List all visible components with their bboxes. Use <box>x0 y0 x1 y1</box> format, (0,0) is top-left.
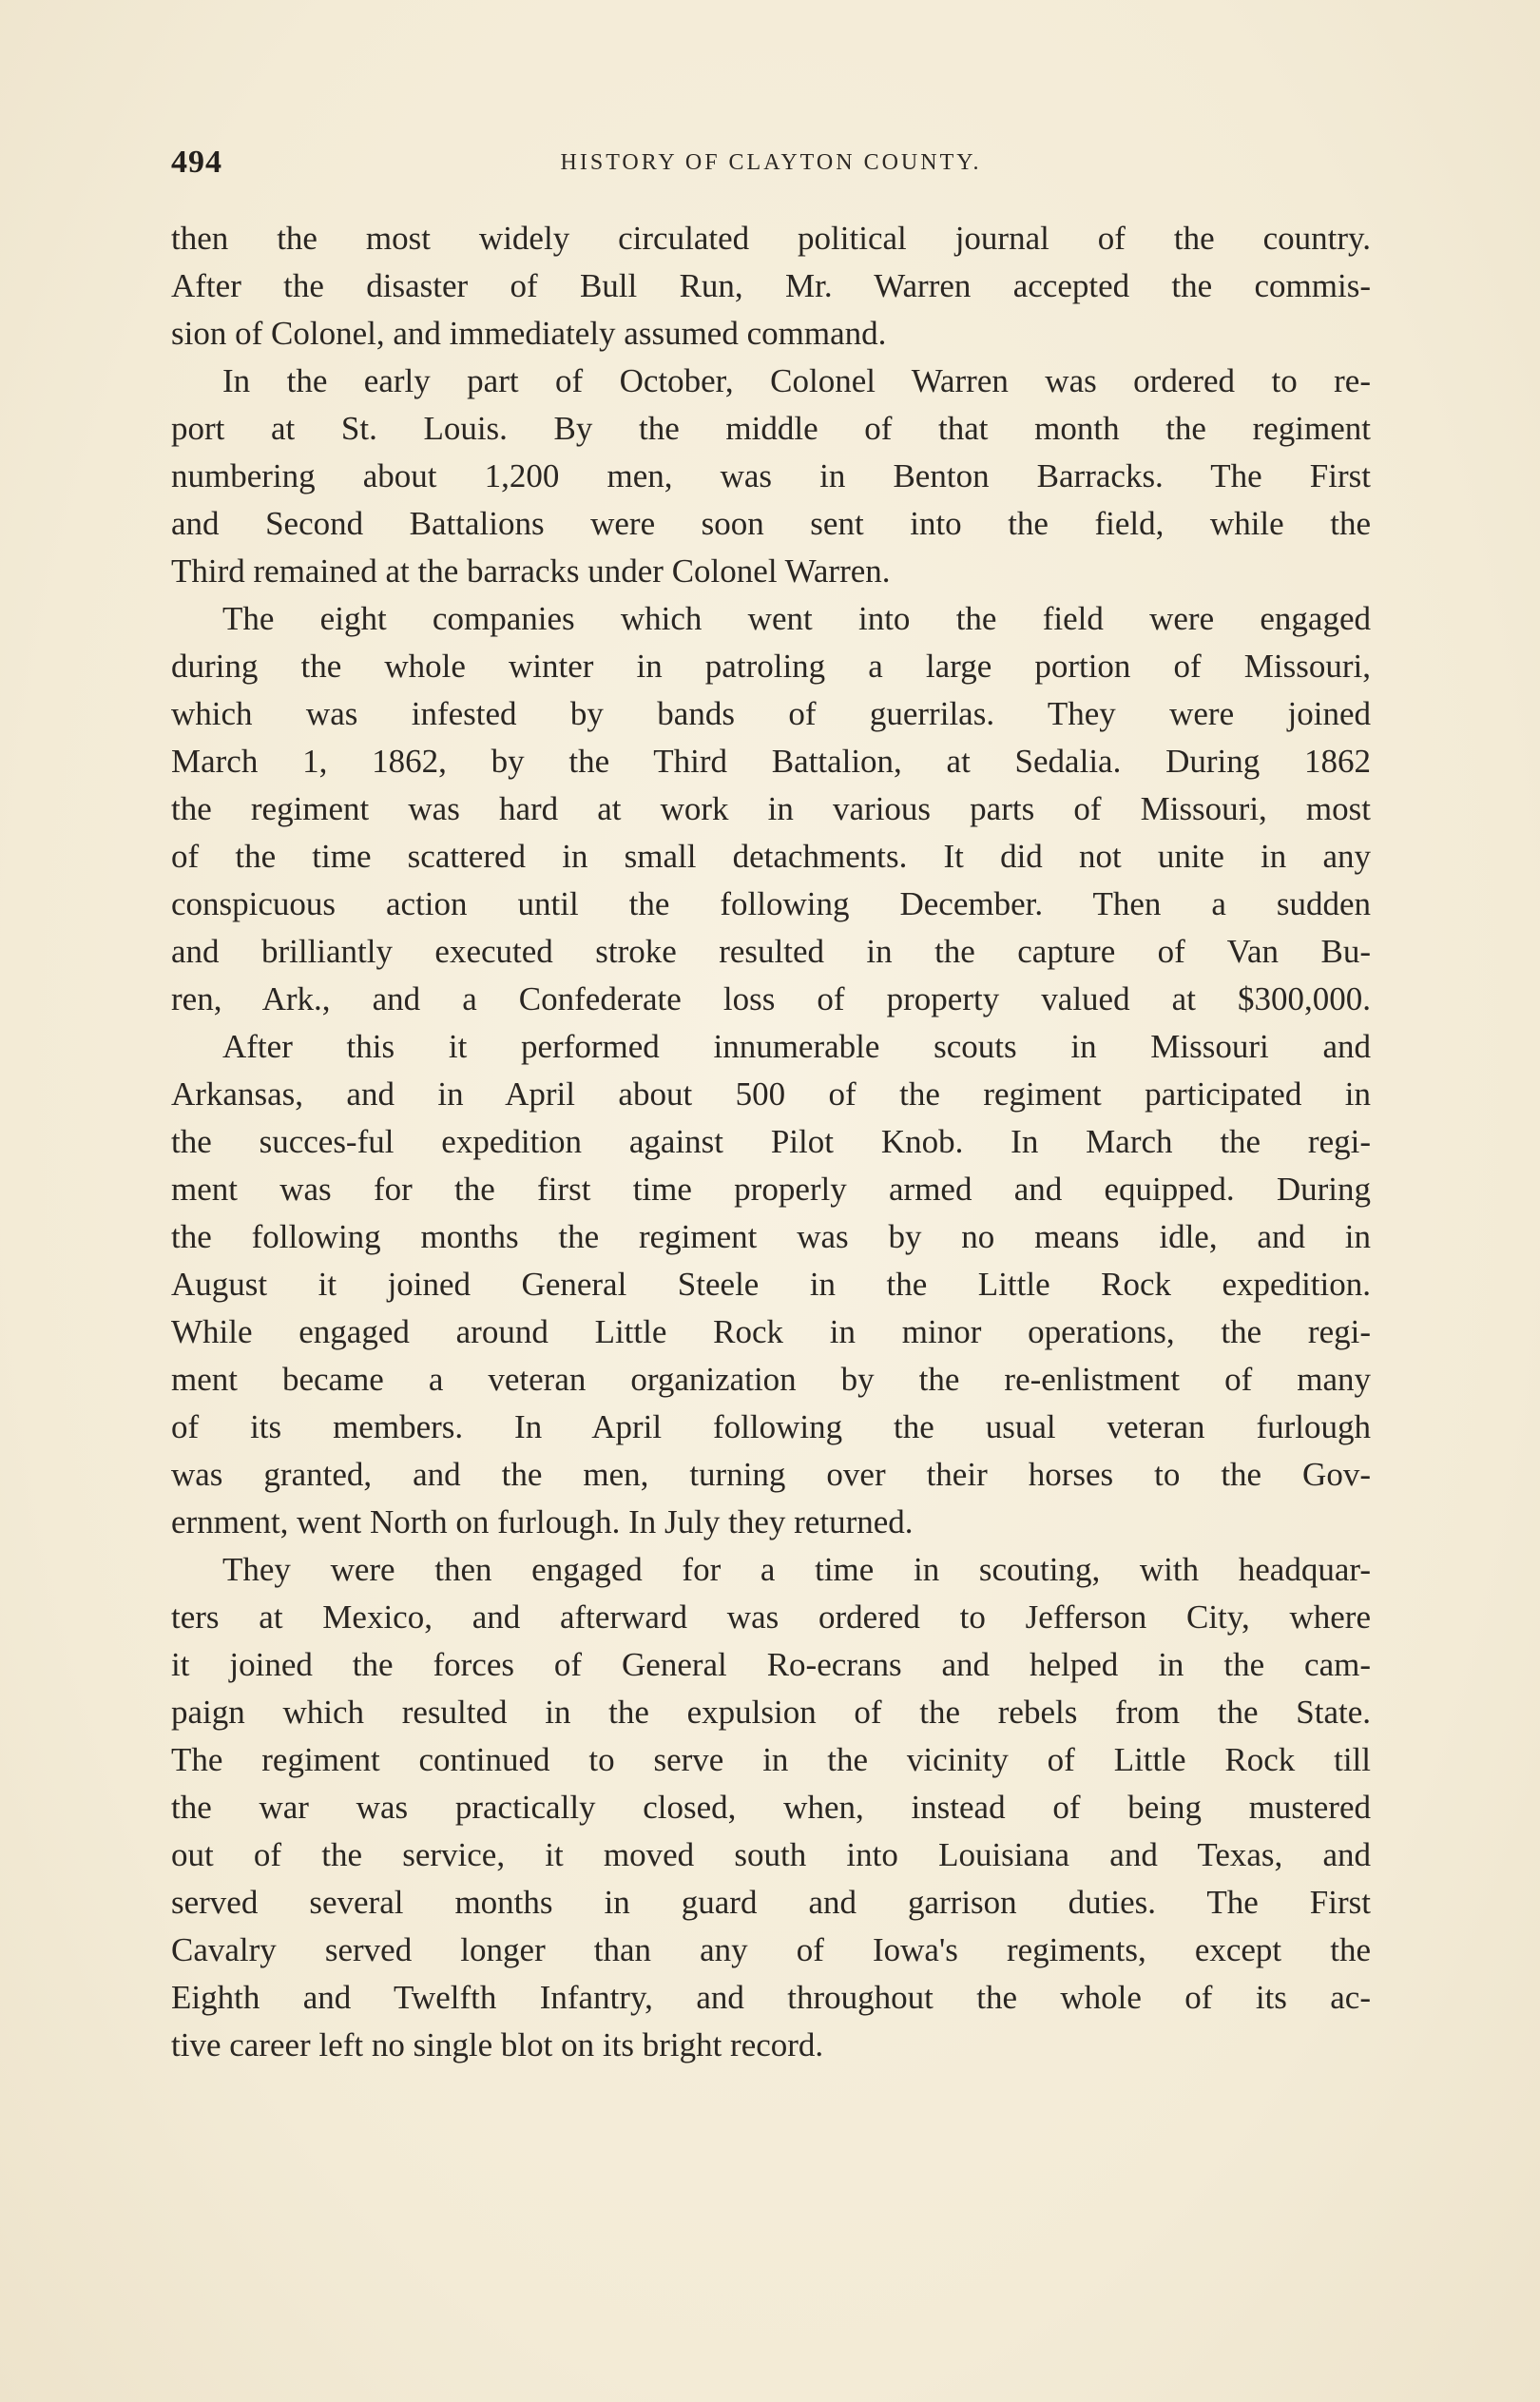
text-line: While engaged around Little Rock in minor operations, the regi- <box>171 1313 1371 1350</box>
running-head: HISTORY OF CLAYTON COUNTY. <box>560 150 982 175</box>
text-line: the succes-ful expedition against Pilot Knob. In March the regi- <box>171 1123 1371 1160</box>
text-line: ters at Mexico, and afterward was ordered to Jefferson City, where <box>171 1598 1371 1636</box>
text-line: Cavalry served longer than any of Iowa's regiments, except the <box>171 1931 1371 1968</box>
text-line: the war was practically closed, when, instead of being mustered <box>171 1789 1371 1826</box>
text-line: the following months the regiment was by no means idle, and in <box>171 1218 1371 1255</box>
text-line: sion of Colonel, and immediately assumed command. <box>171 315 887 352</box>
text-line: conspicuous action until the following December. Then a sudden <box>171 885 1371 922</box>
text-line: The regiment continued to serve in the vicinity of Little Rock till <box>171 1741 1371 1778</box>
text-line: was granted, and the men, turning over their horses to the Gov- <box>171 1456 1371 1493</box>
text-line: March 1, 1862, by the Third Battalion, at Sedalia. During 1862 <box>171 743 1371 780</box>
text-line: the regiment was hard at work in various parts of Missouri, most <box>171 790 1371 827</box>
text-line: and brilliantly executed stroke resulted in the capture of Van Bu- <box>171 933 1371 970</box>
text-line: out of the service, it moved south into Louisiana and Texas, and <box>171 1836 1371 1873</box>
text-line: paign which resulted in the expulsion of the rebels from the State. <box>171 1694 1371 1731</box>
text-line: Third remained at the barracks under Colonel Warren. <box>171 552 891 590</box>
text-line: tive career left no single blot on its bright record. <box>171 2026 824 2063</box>
text-line: of its members. In April following the usual veteran furlough <box>171 1408 1371 1445</box>
text-line: ren, Ark., and a Confederate loss of property valued at $300,000. <box>171 980 1371 1017</box>
text-line: which was infested by bands of guerrilas. They were joined <box>171 695 1371 732</box>
text-line: Arkansas, and in April about 500 of the regiment participated in <box>171 1075 1371 1113</box>
text-line: served several months in guard and garrison duties. The First <box>171 1884 1371 1921</box>
text-line: and Second Battalions were soon sent into the field, while the <box>171 505 1371 542</box>
text-line: ernment, went North on furlough. In July they returned. <box>171 1503 914 1540</box>
page-number: 494 <box>171 145 222 180</box>
text-line: numbering about 1,200 men, was in Benton Barracks. The First <box>171 457 1371 494</box>
text-line: it joined the forces of General Ro-ecrans and helped in the cam- <box>171 1646 1371 1683</box>
text-line: August it joined General Steele in the Little Rock expedition. <box>171 1266 1371 1303</box>
page-header <box>171 145 1371 183</box>
text-line: They were then engaged for a time in scouting, with headquar- <box>222 1551 1371 1588</box>
text-line: port at St. Louis. By the middle of that month the regiment <box>171 410 1371 447</box>
text-line: during the whole winter in patroling a large portion of Missouri, <box>171 648 1371 685</box>
text-line: then the most widely circulated political journal of the country. <box>171 220 1371 257</box>
text-line: In the early part of October, Colonel Warren was ordered to re- <box>222 362 1371 399</box>
text-line: ment became a veteran organization by the re-enlistment of many <box>171 1361 1371 1398</box>
text-line: Eighth and Twelfth Infantry, and throughout the whole of its ac- <box>171 1979 1371 2016</box>
text-line: After this it performed innumerable scouts in Missouri and <box>222 1028 1371 1065</box>
text-line: of the time scattered in small detachments. It did not unite in any <box>171 838 1371 875</box>
text-line: ment was for the first time properly armed and equipped. During <box>171 1171 1371 1208</box>
body-text <box>171 215 1371 2069</box>
text-line: The eight companies which went into the field were engaged <box>222 600 1371 637</box>
text-line: After the disaster of Bull Run, Mr. Warren accepted the commis- <box>171 267 1371 304</box>
